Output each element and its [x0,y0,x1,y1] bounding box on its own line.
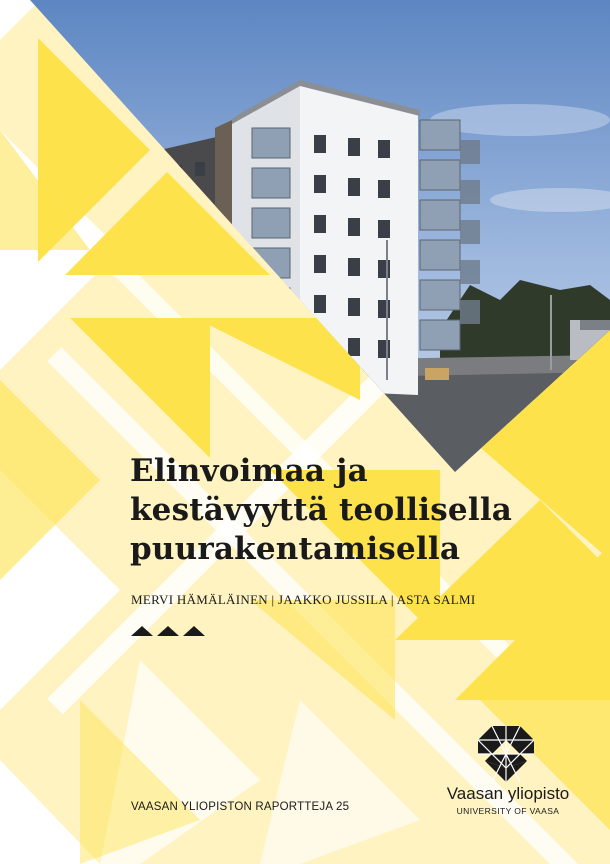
title-line-3: puurakentamisella [130,531,461,567]
authors-line: MERVI HÄMÄLÄINEN | JAAKKO JUSSILA | ASTA SALMI [131,592,476,607]
title-line-2: kestävyyttä teollisella [130,492,513,528]
series-name: VAASAN YLIOPISTON RAPORTTEJA 25 [131,801,350,813]
logo-wordmark: Vaasan yliopisto [446,784,570,803]
title-line-1: Elinvoimaa ja [130,453,368,489]
decorative-triangles [131,626,205,636]
university-logo [428,726,588,818]
logo-subtitle: UNIVERSITY OF VAASA [456,806,560,816]
report-title [130,452,590,569]
